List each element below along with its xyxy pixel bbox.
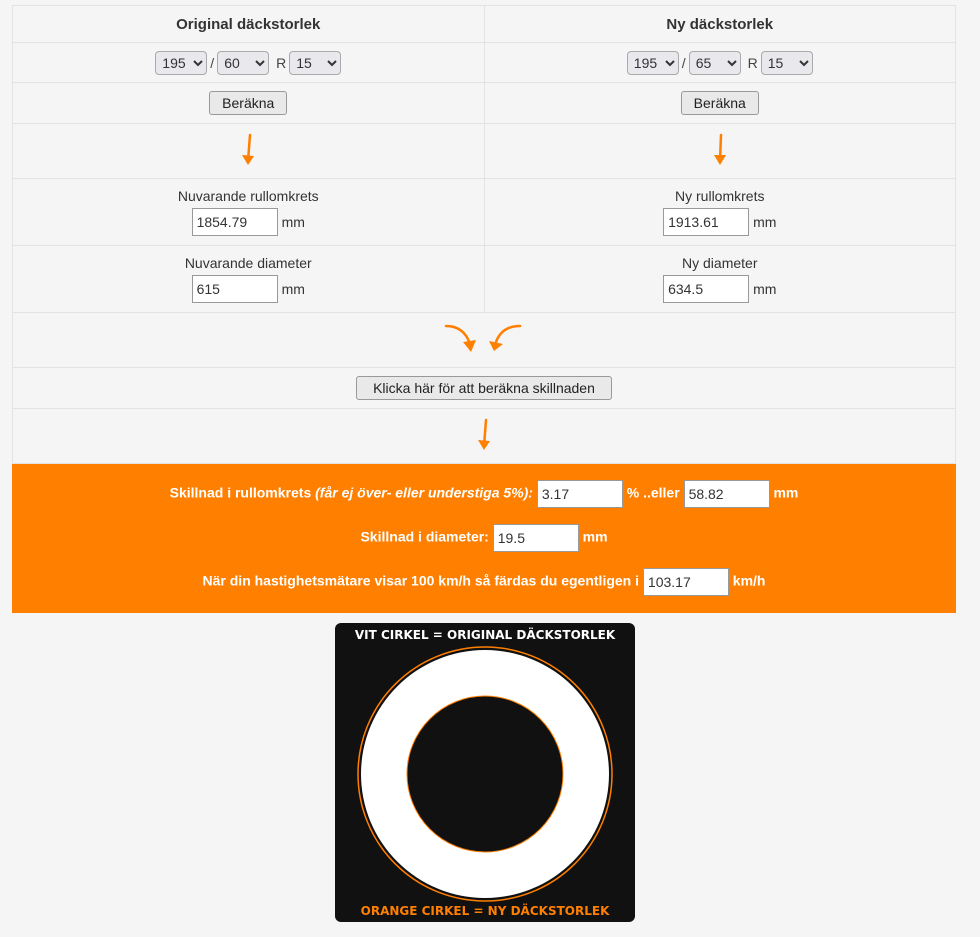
unit-label: km/h [732, 572, 766, 589]
original-diameter-cell [13, 246, 485, 313]
new-header: Ny däckstorlek [484, 6, 956, 43]
unit-label: mm [281, 281, 305, 297]
speed-field[interactable] [643, 568, 729, 596]
curved-arrows-icon [434, 320, 534, 360]
width-separator: / [681, 54, 686, 71]
circ-diff-percent-field[interactable] [537, 480, 623, 508]
original-diameter-label: Nuvarande diameter [184, 255, 312, 271]
rim-prefix: R [747, 54, 758, 71]
diam-diff-label: Skillnad i diameter: [360, 528, 489, 545]
new-diameter-field[interactable] [663, 275, 749, 303]
speed-difference-row [13, 568, 955, 596]
original-circumference-field[interactable] [192, 208, 278, 236]
new-calc-button[interactable]: Beräkna [681, 91, 759, 115]
down-arrow-icon [710, 131, 730, 171]
unit-label: mm [281, 214, 305, 230]
original-calc-button[interactable]: Beräkna [209, 91, 287, 115]
unit-label: mm [773, 484, 799, 501]
down-arrow-icon [474, 416, 494, 456]
new-size-selectors [484, 43, 956, 83]
original-header: Original däckstorlek [13, 6, 485, 43]
original-aspect-select[interactable] [217, 51, 269, 75]
original-size-selectors [13, 43, 485, 83]
new-button-cell [484, 83, 956, 124]
circumference-difference-row [13, 480, 955, 508]
tire-calculator-table [12, 5, 956, 613]
result-arrow-cell [13, 409, 956, 464]
original-button-cell [13, 83, 485, 124]
diam-diff-field[interactable] [493, 524, 579, 552]
unit-label: mm [753, 214, 777, 230]
result-panel [13, 464, 956, 613]
original-circumference-cell [13, 179, 485, 246]
orange-circle-caption: ORANGE CIRKEL = NY DÄCKSTORLEK [360, 904, 610, 918]
tire-circles-graphic [335, 623, 635, 922]
original-width-select[interactable] [155, 51, 207, 75]
diameter-difference-row [13, 524, 955, 552]
original-circumference-label: Nuvarande rullomkrets [177, 188, 319, 204]
circ-diff-label: Skillnad i rullomkrets [169, 484, 312, 501]
new-arrow-cell [484, 124, 956, 179]
width-separator: / [210, 54, 215, 71]
original-diameter-field[interactable] [192, 275, 278, 303]
unit-label: mm [753, 281, 777, 297]
percent-or-label: % ..eller [626, 484, 680, 501]
unit-label: mm [582, 528, 608, 545]
speed-label: När din hastighetsmätare visar 100 km/h så färdas du egentligen i [202, 572, 640, 589]
original-rim-select[interactable] [289, 51, 341, 75]
new-circumference-label: Ny rullomkrets [675, 188, 765, 204]
new-circumference-field[interactable] [663, 208, 749, 236]
rim-prefix: R [276, 54, 287, 71]
circ-diff-mm-field[interactable] [684, 480, 770, 508]
new-diameter-label: Ny diameter [682, 255, 758, 271]
new-circumference-cell [484, 179, 956, 246]
tire-size-illustration [335, 623, 635, 922]
white-circle-caption: VIT CIRKEL = ORIGINAL DÄCKSTORLEK [354, 628, 616, 642]
new-aspect-select[interactable] [689, 51, 741, 75]
compare-button[interactable]: Klicka här för att beräkna skillnaden [356, 376, 612, 400]
new-rim-select[interactable] [761, 51, 813, 75]
circ-diff-note: (får ej över- eller understiga 5%): [315, 484, 533, 501]
rim-circle [407, 696, 563, 852]
original-arrow-cell [13, 124, 485, 179]
down-arrow-icon [238, 131, 258, 171]
compare-button-cell [13, 368, 956, 409]
new-width-select[interactable] [627, 51, 679, 75]
merge-arrows-cell [13, 313, 956, 368]
new-diameter-cell [484, 246, 956, 313]
